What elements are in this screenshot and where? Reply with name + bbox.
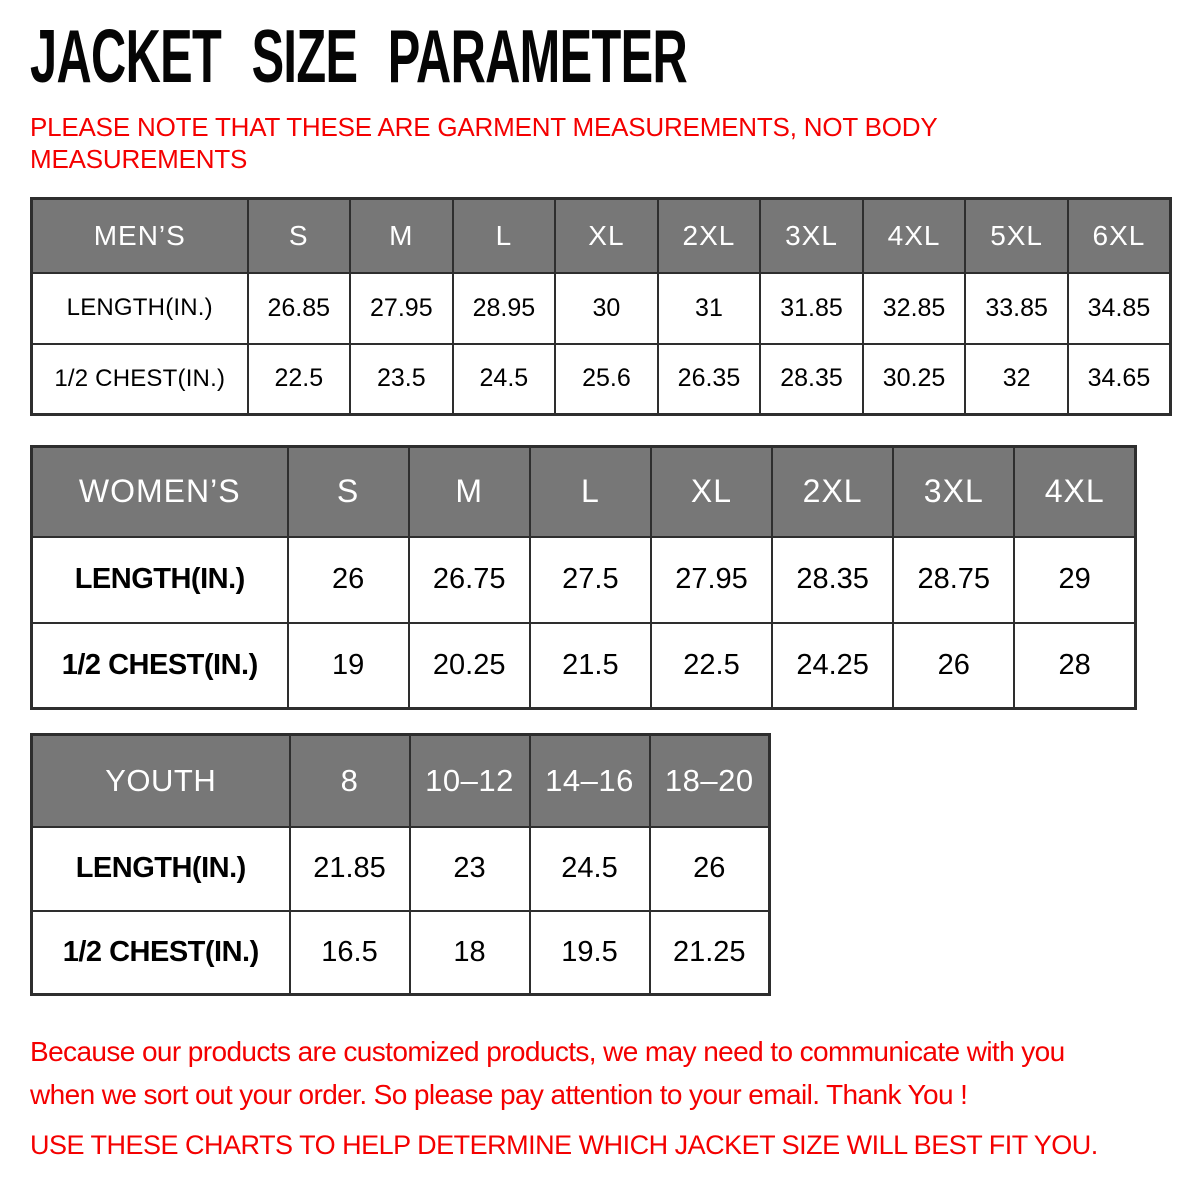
size-value-cell: 32 [965, 344, 1068, 415]
size-value-cell: 26.75 [409, 537, 530, 623]
size-value-cell: 30 [555, 273, 658, 344]
size-value-cell: 29 [1014, 537, 1135, 623]
size-value-cell: 26 [288, 537, 409, 623]
customization-notice [30, 1030, 1065, 1116]
size-value-cell: 19 [288, 623, 409, 709]
womens-length-row [32, 537, 1136, 623]
mens-length-row [32, 273, 1171, 344]
size-value-cell: 26 [893, 623, 1014, 709]
size-value-cell: 22.5 [248, 344, 351, 415]
size-header-cell: 3XL [893, 447, 1014, 537]
size-value-cell: 32.85 [863, 273, 966, 344]
size-header-cell: 4XL [863, 199, 966, 273]
womens-table-title: WOMEN’S [32, 447, 288, 537]
youth-header-row [32, 735, 770, 827]
garment-measurement-note [30, 111, 937, 175]
size-header-cell: XL [555, 199, 658, 273]
womens-chest-row [32, 623, 1136, 709]
size-header-cell: 10–12 [410, 735, 530, 827]
row-label-chest: 1/2 CHEST(IN.) [32, 623, 288, 709]
size-value-cell: 30.25 [863, 344, 966, 415]
size-value-cell: 34.65 [1068, 344, 1171, 415]
mens-chest-row [32, 344, 1171, 415]
mens-header-row [32, 199, 1171, 273]
womens-size-table [30, 445, 1137, 710]
youth-length-row [32, 827, 770, 911]
size-value-cell: 33.85 [965, 273, 1068, 344]
size-value-cell: 28.95 [453, 273, 556, 344]
size-value-cell: 19.5 [530, 911, 650, 995]
youth-table-title: YOUTH [32, 735, 290, 827]
mens-table-title: MEN’S [32, 199, 248, 273]
size-value-cell: 20.25 [409, 623, 530, 709]
size-value-cell: 24.25 [772, 623, 893, 709]
size-value-cell: 21.5 [530, 623, 651, 709]
size-value-cell: 26 [650, 827, 770, 911]
size-value-cell: 28.35 [772, 537, 893, 623]
row-label-chest: 1/2 CHEST(IN.) [32, 344, 248, 415]
row-label-length: LENGTH(IN.) [32, 827, 290, 911]
size-header-cell: M [409, 447, 530, 537]
size-value-cell: 31.85 [760, 273, 863, 344]
row-label-chest: 1/2 CHEST(IN.) [32, 911, 290, 995]
size-value-cell: 28.75 [893, 537, 1014, 623]
size-header-cell: 5XL [965, 199, 1068, 273]
size-value-cell: 16.5 [290, 911, 410, 995]
size-value-cell: 27.95 [651, 537, 772, 623]
note-line-1: PLEASE NOTE THAT THESE ARE GARMENT MEASUREMENTS, NOT BODY [30, 112, 938, 142]
size-value-cell: 26.85 [248, 273, 351, 344]
page-title: JACKET SIZE PARAMETER [30, 14, 688, 98]
size-header-cell: 14–16 [530, 735, 650, 827]
size-value-cell: 28.35 [760, 344, 863, 415]
size-header-cell: L [530, 447, 651, 537]
size-header-cell: 6XL [1068, 199, 1171, 273]
youth-size-table [30, 733, 771, 996]
size-value-cell: 26.35 [658, 344, 761, 415]
size-value-cell: 23 [410, 827, 530, 911]
size-header-cell: S [288, 447, 409, 537]
size-value-cell: 27.95 [350, 273, 453, 344]
size-header-cell: 2XL [658, 199, 761, 273]
size-header-cell: L [453, 199, 556, 273]
size-value-cell: 22.5 [651, 623, 772, 709]
size-header-cell: 8 [290, 735, 410, 827]
size-value-cell: 34.85 [1068, 273, 1171, 344]
size-header-cell: XL [651, 447, 772, 537]
row-label-length: LENGTH(IN.) [32, 273, 248, 344]
size-header-cell: 4XL [1014, 447, 1135, 537]
row-label-length: LENGTH(IN.) [32, 537, 288, 623]
size-header-cell: S [248, 199, 351, 273]
womens-header-row [32, 447, 1136, 537]
size-header-cell: 18–20 [650, 735, 770, 827]
size-value-cell: 25.6 [555, 344, 658, 415]
size-header-cell: M [350, 199, 453, 273]
mens-size-table [30, 197, 1172, 416]
footer-note-line-1: Because our products are customized products, we may need to communicate with you [30, 1036, 1065, 1067]
size-value-cell: 18 [410, 911, 530, 995]
size-value-cell: 24.5 [530, 827, 650, 911]
size-value-cell: 21.25 [650, 911, 770, 995]
size-value-cell: 27.5 [530, 537, 651, 623]
usage-instruction: USE THESE CHARTS TO HELP DETERMINE WHICH JACKET SIZE WILL BEST FIT YOU. [30, 1130, 1098, 1160]
size-value-cell: 21.85 [290, 827, 410, 911]
size-header-cell: 3XL [760, 199, 863, 273]
size-header-cell: 2XL [772, 447, 893, 537]
footer-note-line-2: when we sort out your order. So please pay attention to your email. Thank You ! [30, 1079, 968, 1110]
size-value-cell: 28 [1014, 623, 1135, 709]
size-value-cell: 31 [658, 273, 761, 344]
youth-chest-row [32, 911, 770, 995]
note-line-2: MEASUREMENTS [30, 144, 248, 174]
size-value-cell: 24.5 [453, 344, 556, 415]
size-value-cell: 23.5 [350, 344, 453, 415]
